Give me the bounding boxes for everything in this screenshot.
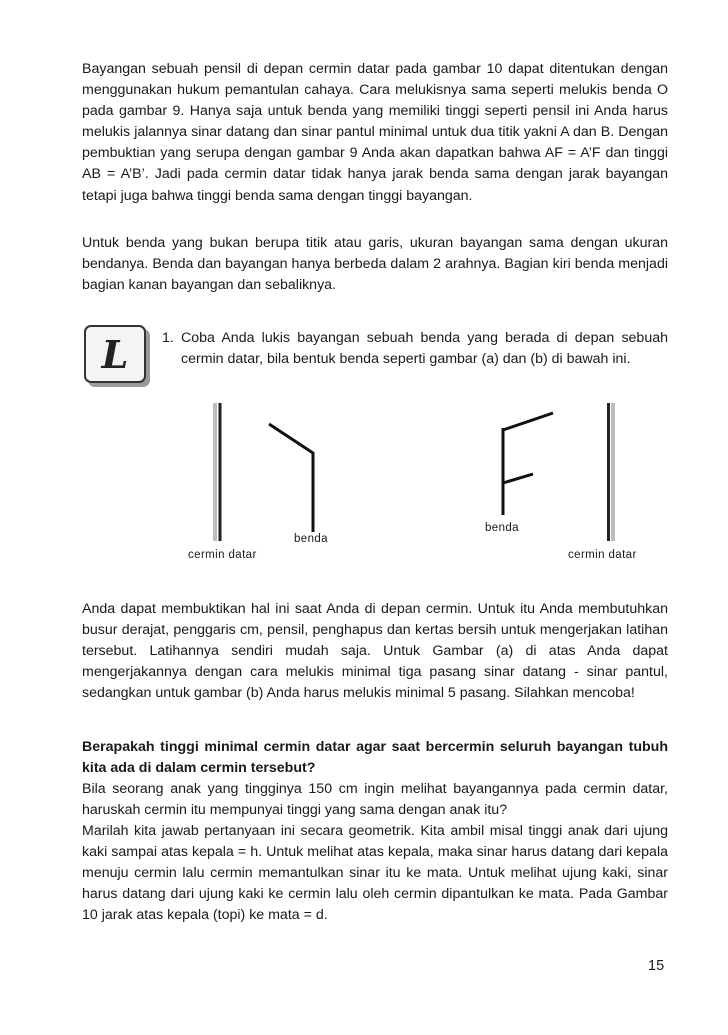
right-mirror-label: cermin datar xyxy=(568,549,637,561)
paragraph-image-size: Untuk benda yang bukan berupa titik atau garis, ukuran bayangan sama dengan ukuran bendanya. Benda dan bayangan hanya berbeda dalam 2 arahnya. Bagian kiri benda menjadi bagian kanan bayangan dan sebaliknya. xyxy=(82,235,668,294)
task-icon-glyph: L xyxy=(101,331,129,377)
left-object-label: benda xyxy=(294,533,328,545)
right-object-label: benda xyxy=(485,522,519,534)
paragraph-geometric-answer: Marilah kita jawab pertanyaan ini secara geometrik. Kita ambil misal tinggi anak dari ujung kaki sampai atas kepala = h. Untuk melihat atas kepala, maka sinar harus datang dari kepala menuju cermin lalu cermin memantulkan sinar itu ke mata. Untuk melihat ujung kaki, sinar harus datang dari ujung kaki ke cermin lalu oleh cermin dipantulkan ke mata. Pada Gambar 10 jarak atas kepala (topi) ke mata = d. xyxy=(82,823,668,924)
paragraph-exercise-explanation: Anda dapat membuktikan hal ini saat Anda di depan cermin. Untuk itu Anda membutuhkan busur derajat, penggaris cm, pensil, penghapus dan kertas bersih untuk mengerjakan latihan tersebut. Latihannya sendiri mudah saja. Untuk Gambar (a) di atas Anda dapat mengerjakannya dengan cara melukis minimal tiga pasang sinar datang - sinar pantul, sedangkan untuk gambar (b) Anda harus melukis minimal 5 pasang. Silahkan mencoba! xyxy=(82,601,668,702)
task-number: 1. xyxy=(162,330,174,346)
question-heading: Berapakah tinggi minimal cermin datar agar saat bercermin seluruh bayangan tubuh kita ada di dalam cermin tersebut? xyxy=(82,739,668,777)
left-object-shape xyxy=(269,424,313,532)
right-object-shape xyxy=(503,413,553,515)
left-mirror xyxy=(213,403,222,541)
task-instruction: Coba Anda lukis bayangan sebuah benda yang berada di depan sebuah cermin datar, bila bentuk benda seperti gambar (a) dan (b) di bawah ini. xyxy=(181,330,668,367)
paragraph-pencil-reflection: Bayangan sebuah pensil di depan cermin datar pada gambar 10 dapat ditentukan dengan menggunakan hukum pemantulan cahaya. Cara melukisnya sama seperti melukis benda O pada gambar 9. Hanya saja untuk benda yang memiliki tinggi seperti pensil ini Anda harus melukis jalannya sinar datang dan sinar pantul minimal untuk dua titik yakni A dan B. Dengan pembuktian yang serupa dengan gambar 9 Anda akan dapatkan bahwa AF = A’F dan tinggi AB = A’B’. Jadi pada cermin datar tidak hanya jarak benda sama dengan jarak bayangan tetapi juga bahwa tinggi benda sama dengan tinggi bayangan. xyxy=(82,61,668,204)
left-mirror-label: cermin datar xyxy=(188,549,257,561)
page-number: 15 xyxy=(648,958,665,974)
right-mirror xyxy=(607,403,615,541)
paragraph-child-question: Bila seorang anak yang tingginya 150 cm ingin melihat bayangannya pada cermin datar, haruskah cermin itu mempunyai tinggi yang sama dengan anak itu? xyxy=(82,781,668,819)
